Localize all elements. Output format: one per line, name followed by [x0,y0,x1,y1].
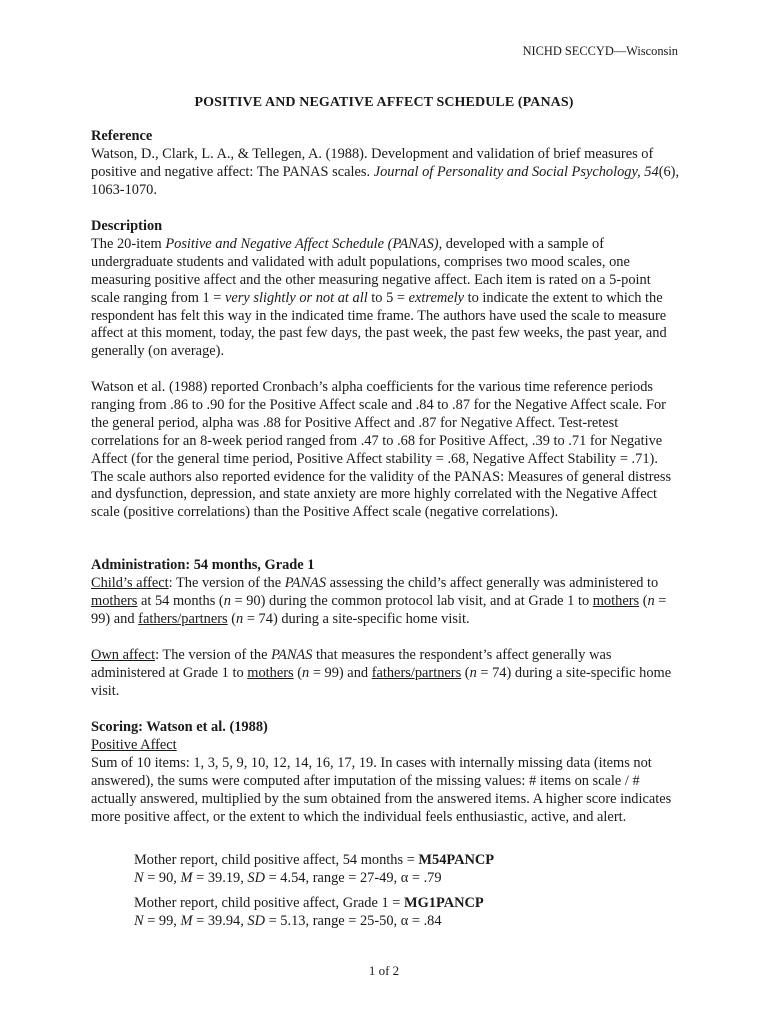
page-number: 1 of 2 [368,963,400,978]
scoring-section [91,719,681,826]
stat-label-line [134,895,674,913]
stat-n-symbol: N [134,869,144,886]
stat-sd-symbol: SD [247,912,265,929]
admin-text: assessing the child’s affect generally was administered to [326,574,659,591]
stat-label: Mother report, child positive affect, 54 months = [134,852,419,868]
desc-text: , developed with a sample of undergraduate students and validated with adult populations, comprises two mood scales, one measuring positive affect and the other measuring negative affect. Each item is rated on a 5-point scale ranging from 1 = [91,235,651,306]
desc-anchor-high: extremely [408,289,465,306]
mothers-term: mothers [91,592,138,609]
stat-sd-symbol: SD [247,869,265,886]
stat-label: Mother report, child positive affect, Grade 1 = [134,895,404,911]
stat-n-symbol: N [134,912,144,929]
mothers-term: mothers [592,592,640,609]
admin-text: ( [639,592,648,609]
document-title: POSITIVE AND NEGATIVE AFFECT SCHEDULE (PANAS) [194,95,574,110]
scoring-paragraph: Sum of 10 items: 1, 3, 5, 9, 10, 12, 14, 16, 17, 19. In cases with internally missing data (items not answered), the sums were computed after imputation of the missing values: # items on scale / # actually answered, multiplied by the sum obtained from the answered items. A higher score indicates more positive affect, or the extent to which the individual feels enthusiastic, active, and alert. [91,754,672,825]
stat-label-line [134,852,674,870]
admin-text: ( [461,664,470,681]
n-symbol: n [223,592,231,609]
reference-section [91,128,681,200]
fathers-term: fathers/partners [138,610,228,627]
stat-block-grade-1 [134,895,674,931]
variable-name: M54PANCP [418,852,495,868]
own-affect-section [91,647,681,701]
variable-name: MG1PANCP [404,895,484,911]
stat-n-value: = 99, [143,912,181,929]
n-symbol: n [469,664,477,681]
scoring-heading: Scoring: Watson et al. (1988) [91,719,268,735]
stat-n-value: = 90, [143,869,181,886]
stat-m-value: = 39.94, [192,912,248,929]
description-heading: Description [91,218,163,234]
desc-text: to indicate the extent to which the respondent has felt this way in the indicated time frame. The authors have used the scale to measure affect at this moment, today, the past few days, the past week, the past few weeks, the past year, and generally (on average). [91,289,667,360]
description-paragraph-1 [91,236,681,361]
own-affect-paragraph [91,647,681,701]
positive-affect-subheading: Positive Affect [91,736,177,753]
stat-values-line [134,913,674,931]
own-affect-label: Own affect [91,647,156,663]
desc-text: The 20-item [91,235,166,252]
admin-text: : The version of the [168,574,285,591]
citation-text: Watson, D., Clark, L. A., & Tellegen, A. (1988). Development and validation of brief measures of positive and negative affect: The PANAS scales. [91,145,654,180]
desc-text: to 5 = [367,289,409,306]
fathers-term: fathers/partners [371,664,462,681]
administration-section [91,557,681,629]
reference-heading: Reference [91,128,153,144]
admin-text: = 74) during a site-specific home visit. [91,664,672,699]
description-section [91,218,681,361]
citation-pages: (6), 1063-1070. [91,163,680,198]
admin-text: = 90) during the common protocol lab visit, and at Grade 1 to [230,592,593,609]
desc-anchor-low: very slightly or not at all [225,289,368,306]
admin-text: ( [227,610,237,627]
reference-citation [91,146,681,200]
stat-m-symbol: M [180,912,193,929]
description-paragraph-2: Watson et al. (1988) reported Cronbach’s alpha coefficients for the various time reference periods ranging from .86 to .90 for the Positive Affect scale and .84 to .87 for the Negative Affect scale. For the general period, alpha was .88 for Positive Affect and .87 for Negative Affect. Test-retest correlations for an 8-week period ranged from .47 to .68 for Positive Affect, .39 to .71 for Negative Affect (for the general time period, Positive Affect stability = .68, Negative Affect Stability = .71). The scale authors also reported evidence for the validity of the PANAS: Measures of general distress and dysfunction, depression, and state anxiety are more highly correlated with the Negative Affect scale (positive correlations) than the Positive Affect scale (negative correlations). [91,379,672,521]
desc-scale-title: Positive and Negative Affect Schedule (PANAS) [165,235,439,252]
stat-sd-value: = 5.13, range = 25-50, α = .84 [265,912,442,929]
child-affect-paragraph [91,575,681,629]
stat-block-54-months [134,852,674,888]
n-symbol: n [302,664,310,681]
admin-text: = 74) during a site-specific home visit. [243,610,470,627]
reliability-section [91,379,681,522]
admin-text: at 54 months ( [137,592,224,609]
citation-journal: Journal of Personality and Social Psychology, 54 [373,163,659,180]
running-header: NICHD SECCYD—Wisconsin [522,44,678,58]
stat-values-line [134,870,674,888]
stat-m-symbol: M [180,869,193,886]
panas-term: PANAS [271,647,313,663]
admin-text: : The version of the [155,647,272,663]
stat-m-value: = 39.19, [192,869,248,886]
admin-text: ( [293,664,303,681]
mothers-term: mothers [247,664,294,681]
stat-sd-value: = 4.54, range = 27-49, α = .79 [265,869,442,886]
admin-text: that measures the respondent’s affect generally was administered at Grade 1 to [91,647,612,681]
child-affect-label: Child’s affect [91,574,169,591]
n-symbol: n [647,592,655,609]
admin-text: = 99) and [91,592,667,627]
n-symbol: n [236,610,244,627]
administration-heading: Administration: 54 months, Grade 1 [91,557,315,573]
panas-term: PANAS [284,574,327,591]
admin-text: = 99) and [309,664,372,681]
